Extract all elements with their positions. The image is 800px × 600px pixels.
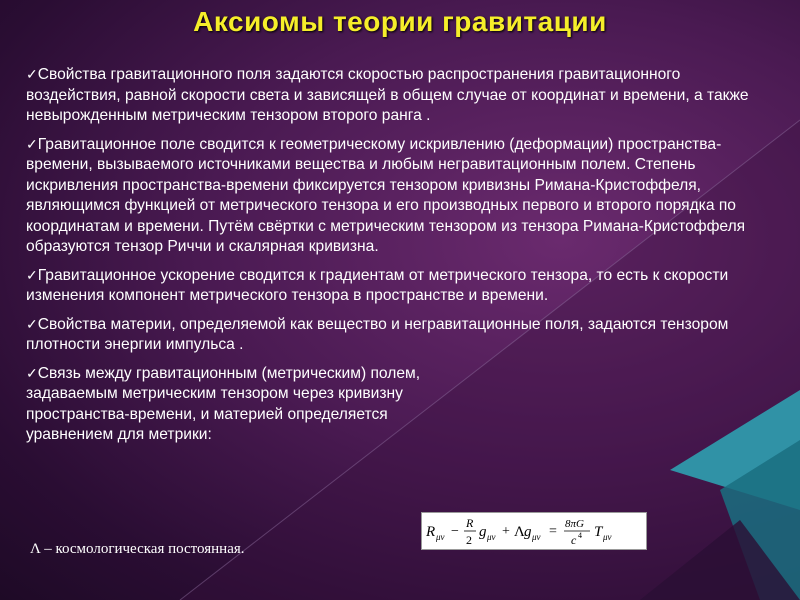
formula-plus: +: [502, 524, 510, 539]
paragraph-3: [26, 265, 778, 307]
formula-R: R: [426, 524, 436, 540]
content-body: [26, 64, 778, 453]
formula-g: g: [479, 524, 487, 540]
formula-index: μν: [487, 532, 496, 542]
formula-R-numerator: R: [466, 516, 474, 530]
check-bullet-icon: ✓: [26, 135, 38, 152]
paragraph-4: [26, 314, 778, 356]
check-bullet-icon: ✓: [26, 66, 38, 82]
check-bullet-icon: ✓: [26, 266, 38, 283]
paragraph-text: Свойства материи, определяемой как вещество и негравитационные поля, задаются тензором плотности энергии импульса .: [26, 315, 729, 353]
cosmological-constant-note: Λ – космологическая постоянная.: [30, 541, 245, 557]
paragraph-text: Свойства гравитационного поля задаются скоростью распространения гравитационного воздействия, равной скорости света и зависящей в общем случае от координат и времени, а также невырожденным метрическим тензором второго ранга .: [26, 66, 749, 124]
paragraph-5: [26, 363, 426, 446]
formula-g: g: [524, 524, 532, 540]
formula-index: μν: [532, 532, 541, 542]
formula-two: 2: [466, 533, 472, 547]
formula-c: c: [571, 533, 577, 547]
paragraph-text: Гравитационное ускорение сводится к градиентам от метрического тензора, то есть к скорости изменения компонент метрического тензора в пространстве и времени.: [26, 266, 729, 304]
einstein-field-equation: [421, 512, 647, 550]
check-bullet-icon: ✓: [26, 315, 38, 332]
paragraph-text: Гравитационное поле сводится к геометрическому искривлению (деформации) пространства-времени, вызываемого источниками вещества и любым негравитационным полем. Степень искривления пространства-времени фиксируется тензором кривизны Римана-Кристоффеля, являющимся функцией от метрического тензора и его производных первого и второго порядка по координатам и времени. Путём свёртки с метрическим тензором из тензора Римана-Кристоффеля образуются тензор Риччи и скалярная кривизна.: [26, 135, 746, 255]
check-bullet-icon: ✓: [26, 364, 38, 381]
slide-title: Аксиомы теории гравитации: [193, 6, 607, 37]
formula-index: μν: [603, 532, 612, 542]
formula-exponent: 4: [578, 531, 582, 540]
paragraph-text: Связь между гравитационным (метрическим) полем, задаваемым метрическим тензором через кривизну пространства-времени, и материей определяется уравнением для метрики:: [26, 364, 421, 443]
formula-numerator: 8πG: [565, 518, 584, 530]
formula-lambda: Λ: [514, 524, 525, 540]
formula-equals: =: [549, 524, 557, 539]
paragraph-2: [26, 134, 778, 258]
formula-minus: −: [451, 524, 459, 539]
paragraph-1: [26, 64, 778, 127]
formula-T: T: [594, 524, 603, 540]
formula-index: μν: [436, 532, 445, 542]
